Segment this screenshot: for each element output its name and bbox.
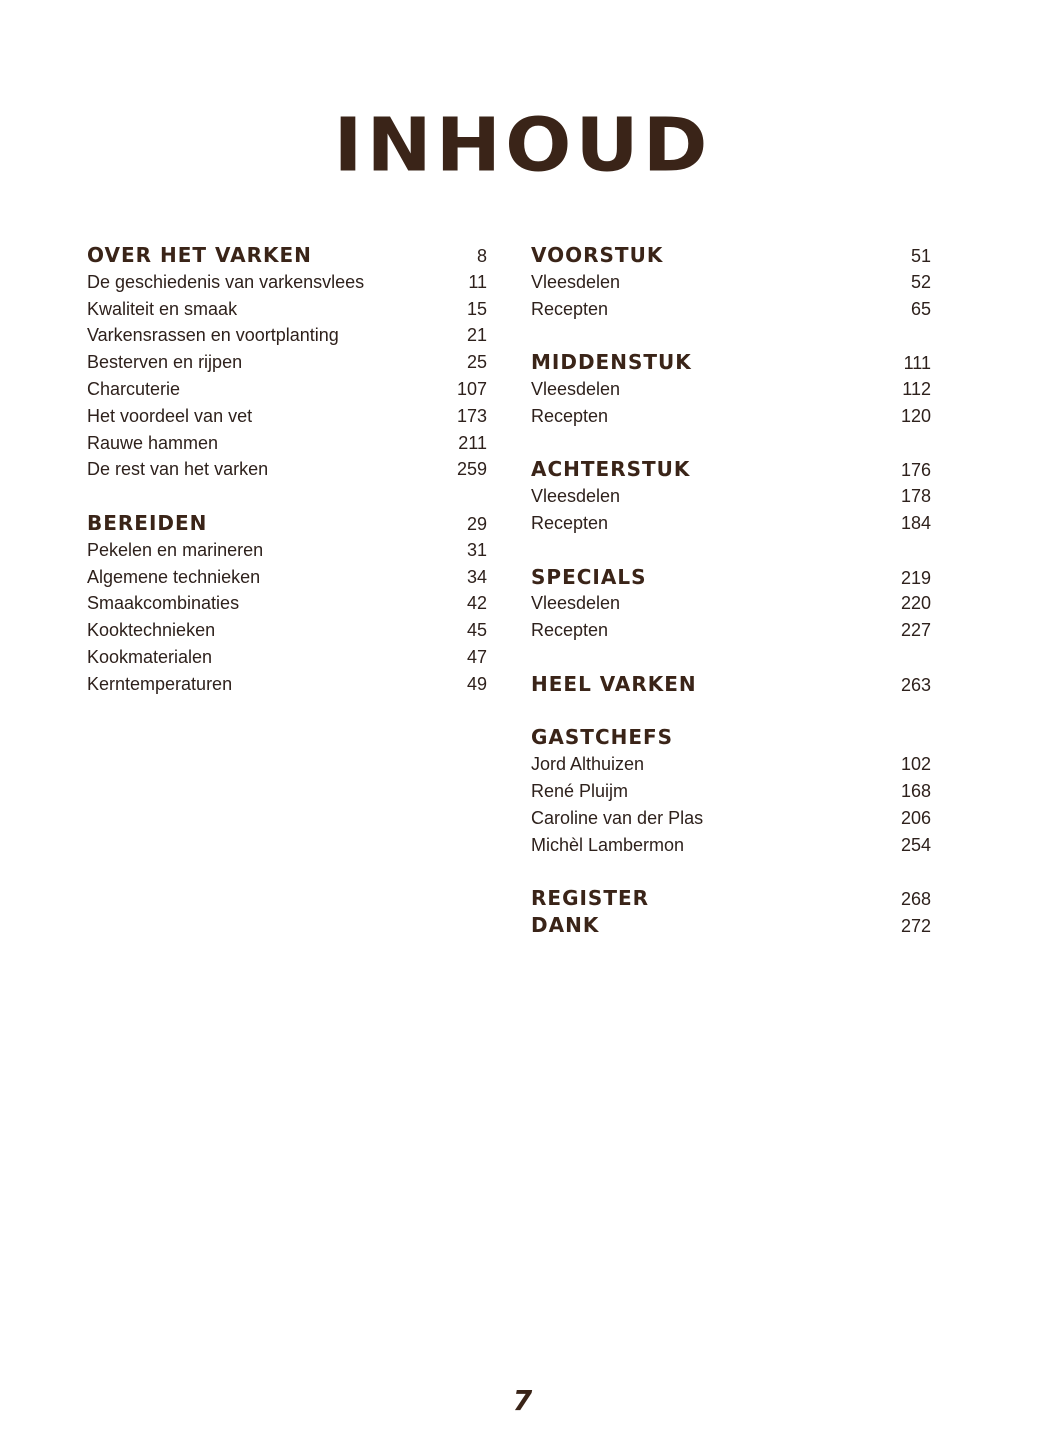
toc-page-number: 29	[466, 513, 487, 534]
toc-heading: REGISTER	[531, 886, 650, 911]
toc-section-middenstuk	[531, 349, 931, 429]
toc-page-number: 178	[900, 486, 931, 507]
toc-heading-row[interactable]	[531, 564, 931, 591]
toc-entry-label: Recepten	[531, 512, 609, 533]
toc-heading-row[interactable]	[87, 242, 487, 269]
toc-page-number: 120	[900, 405, 931, 426]
toc-heading: SPECIALS	[531, 564, 647, 589]
toc-entry[interactable]	[531, 832, 931, 859]
toc-page-number: 254	[900, 834, 931, 855]
toc-entry[interactable]	[87, 349, 487, 376]
toc-entry[interactable]	[531, 778, 931, 805]
toc-heading-row[interactable]	[531, 349, 931, 376]
toc-page-number: 52	[910, 271, 931, 292]
toc-entry[interactable]	[87, 322, 487, 349]
toc-entry[interactable]	[87, 644, 487, 671]
toc-entry-label: Michèl Lambermon	[531, 834, 685, 855]
toc-page-number: 263	[900, 674, 931, 695]
toc-page-number: 176	[900, 460, 931, 481]
toc-page-number: 206	[900, 807, 931, 828]
toc-page-number: 102	[900, 754, 931, 775]
toc-heading: MIDDENSTUK	[531, 350, 692, 375]
toc-left-column	[87, 242, 487, 724]
toc-entry[interactable]	[87, 537, 487, 564]
toc-heading-row[interactable]	[531, 242, 931, 269]
toc-entry[interactable]	[531, 805, 931, 832]
toc-page-number: 259	[456, 459, 487, 480]
toc-section-achterstuk	[531, 456, 931, 536]
toc-entry-label: Algemene technieken	[87, 566, 261, 587]
toc-page-number: 184	[900, 512, 931, 533]
toc-entry-label: Kerntemperaturen	[87, 673, 233, 694]
toc-entry-label: Het voordeel van vet	[87, 405, 253, 426]
toc-section-register	[531, 885, 931, 939]
toc-entry[interactable]	[87, 430, 487, 457]
toc-entry[interactable]	[87, 403, 487, 430]
toc-page-number: 42	[466, 593, 487, 614]
toc-entry-label: Varkensrassen en voortplanting	[87, 325, 339, 346]
toc-entry-label: Vleesdelen	[531, 593, 621, 614]
toc-page-number: 112	[902, 378, 931, 399]
toc-heading-row[interactable]	[531, 671, 931, 698]
toc-entry[interactable]	[87, 564, 487, 591]
toc-entry-label: Smaakcombinaties	[87, 593, 240, 614]
toc-entry[interactable]	[531, 510, 931, 537]
toc-entry-label: Pekelen en marineren	[87, 539, 264, 560]
toc-section-gastchefs	[531, 724, 931, 858]
toc-page-number: 11	[468, 271, 487, 292]
toc-page-number: 65	[910, 298, 931, 319]
toc-entry[interactable]	[531, 296, 931, 323]
toc-entry-label: Jord Althuizen	[531, 754, 645, 775]
toc-section-voorstuk	[531, 242, 931, 322]
toc-page-number: 211	[458, 432, 487, 453]
toc-entry-label: Vleesdelen	[531, 486, 621, 507]
toc-entry-label: Recepten	[531, 298, 609, 319]
toc-page-number: 51	[910, 246, 931, 266]
toc-entry-label: Kwaliteit en smaak	[87, 298, 238, 319]
toc-page-number: 15	[466, 298, 487, 319]
toc-entry-label: De rest van het varken	[87, 459, 269, 480]
toc-entry[interactable]	[87, 296, 487, 323]
toc-entry-label: Vleesdelen	[531, 271, 621, 292]
toc-entry[interactable]	[531, 376, 931, 403]
toc-entry[interactable]	[87, 376, 487, 403]
toc-heading-row[interactable]	[531, 724, 931, 751]
toc-page-number: 219	[900, 567, 931, 588]
toc-entry-label: Charcuterie	[87, 378, 181, 399]
toc-heading-row[interactable]	[531, 456, 931, 483]
toc-page-number: 111	[903, 353, 931, 374]
toc-entry-label: Recepten	[531, 620, 609, 641]
toc-heading-row[interactable]	[87, 510, 487, 537]
page-number: 7	[512, 1384, 533, 1417]
toc-entry[interactable]	[87, 456, 487, 483]
toc-page-number: 47	[466, 646, 487, 667]
toc-page-number: 25	[466, 352, 487, 373]
toc-section-heel-varken	[531, 671, 931, 698]
toc-entry[interactable]	[531, 269, 931, 296]
toc-entry-label: Vleesdelen	[531, 378, 621, 399]
toc-page-number: 227	[900, 620, 931, 641]
toc-section-specials	[531, 564, 931, 644]
toc-entry[interactable]	[531, 751, 931, 778]
toc-heading: ACHTERSTUK	[531, 457, 691, 482]
toc-entry-label: René Pluijm	[531, 780, 629, 801]
toc-entry-label: De geschiedenis van varkensvlees	[87, 271, 365, 292]
toc-page-number: 8	[476, 246, 487, 266]
toc-page-number: 220	[900, 593, 931, 614]
toc-page-number: 107	[456, 378, 487, 399]
toc-entry[interactable]	[87, 269, 487, 296]
toc-entry[interactable]	[531, 483, 931, 510]
toc-heading-row[interactable]	[531, 912, 931, 939]
toc-entry-label: Kooktechnieken	[87, 620, 216, 641]
page-title: INHOUD	[333, 103, 712, 189]
toc-page-number: 45	[466, 620, 487, 641]
toc-entry[interactable]	[87, 590, 487, 617]
toc-entry-label: Rauwe hammen	[87, 432, 219, 453]
toc-entry-label: Kookmaterialen	[87, 646, 213, 667]
toc-entry-label: Caroline van der Plas	[531, 807, 704, 828]
toc-section-bereiden	[87, 510, 487, 698]
toc-entry[interactable]	[87, 671, 487, 698]
toc-page-number: 49	[466, 673, 487, 694]
toc-page-number: 31	[466, 539, 487, 560]
toc-entry[interactable]	[87, 617, 487, 644]
toc-heading: VOORSTUK	[531, 243, 664, 267]
toc-page-number: 21	[466, 325, 487, 346]
toc-section-over-het-varken	[87, 242, 487, 483]
toc-heading-row[interactable]	[531, 885, 931, 912]
toc-entry-label: Besterven en rijpen	[87, 352, 243, 373]
toc-heading: HEEL VARKEN	[531, 671, 697, 696]
toc-right-column	[531, 242, 931, 966]
toc-heading: BEREIDEN	[87, 510, 208, 535]
toc-page-number: 268	[900, 889, 931, 910]
toc-entry[interactable]	[531, 590, 931, 617]
toc-entry[interactable]	[531, 403, 931, 430]
toc-heading: DANK	[531, 912, 600, 937]
toc-heading: GASTCHEFS	[531, 725, 674, 750]
toc-page-number: 34	[466, 566, 487, 587]
toc-page-number: 173	[456, 405, 487, 426]
toc-heading: OVER HET VARKEN	[87, 243, 312, 267]
toc-entry-label: Recepten	[531, 405, 609, 426]
toc-entry[interactable]	[531, 617, 931, 644]
toc-page-number: 272	[900, 915, 931, 936]
toc-page-number: 168	[900, 780, 931, 801]
